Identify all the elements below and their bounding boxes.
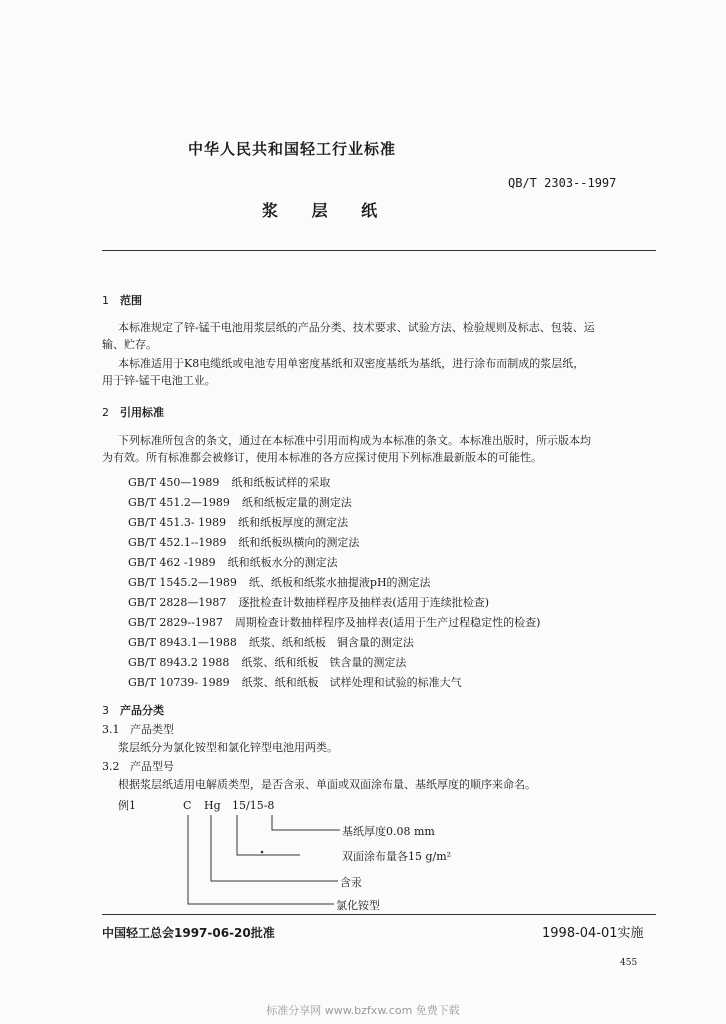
footer-rule <box>102 914 656 915</box>
note-type: 氯化铵型 <box>336 899 380 912</box>
issuing-body: 中华人民共和国轻工行业标准 <box>188 140 397 158</box>
paragraph-line: 本标准适用于K8电缆纸或电池专用单密度基纸和双密度基纸为基纸，进行涂布而制成的浆层纸， <box>118 357 585 370</box>
watermark: 标准分享网 www.bzfxw.com 免费下载 <box>266 1004 460 1017</box>
leader-line-type <box>188 815 334 904</box>
reference-name: 纸和纸板纵横向的测定法 <box>238 536 360 549</box>
implementation-date: 1998-04-01实施 <box>542 926 644 941</box>
reference-name: 纸浆、纸和纸板 铜含量的测定法 <box>248 636 414 649</box>
reference-code: GB/T 462 -1989 <box>128 556 216 569</box>
reference-name: 纸浆、纸和纸板 试样处理和试验的标准大气 <box>241 676 462 689</box>
example-code-c: C <box>183 799 192 812</box>
reference-code: GB/T 10739- 1989 <box>128 676 230 689</box>
section-title: 范围 <box>120 294 142 307</box>
leader-line-mercury <box>211 815 338 881</box>
reference-name: 纸和纸板厚度的测定法 <box>238 516 349 529</box>
reference-code: GB/T 8943.1—1988 <box>128 636 237 649</box>
section-title: 产品分类 <box>120 704 164 717</box>
subsection-title: 产品类型 <box>130 723 174 736</box>
reference-code: GB/T 8943.2 1988 <box>128 656 230 669</box>
reference-name: 逐批检查计数抽样程序及抽样表(适用于连续批检查) <box>238 596 489 609</box>
section-number: 1 <box>102 294 109 307</box>
reference-name: 纸和纸板试样的采取 <box>231 476 331 489</box>
paragraph-line: 本标准规定了锌-锰干电池用浆层纸的产品分类、技术要求、试验方法、检验规则及标志、包装、运 <box>118 321 595 334</box>
leader-line-coating <box>237 815 300 855</box>
standard-code: QB/T 2303--1997 <box>508 176 617 190</box>
reference-name: 纸浆、纸和纸板 铁含量的测定法 <box>241 656 407 669</box>
reference-code: GB/T 1545.2—1989 <box>128 576 237 589</box>
reference-name: 纸和纸板水分的测定法 <box>227 556 338 569</box>
leader-dot <box>261 851 264 854</box>
paragraph-line: 输、贮存。 <box>102 338 157 351</box>
note-mercury: 含汞 <box>340 876 362 889</box>
reference-name: 纸、纸板和纸浆水抽提液pH的测定法 <box>248 576 431 589</box>
subsection-number: 3.2 <box>102 760 120 773</box>
note-base-thickness: 基纸厚度0.08 mm <box>342 825 435 838</box>
section-number: 2 <box>102 406 109 419</box>
reference-code: GB/T 451.2—1989 <box>128 496 230 509</box>
paragraph-line: 下列标准所包含的条文，通过在本标准中引用而构成为本标准的条文。本标准出版时，所示版本均 <box>118 434 591 447</box>
approval-date: 中国轻工总会1997-06-20批准 <box>102 926 275 940</box>
reference-name: 周期检查计数抽样程序及抽样表(适用于生产过程稳定性的检查) <box>234 616 541 629</box>
example-code-hg: Hg <box>204 799 221 812</box>
reference-name: 纸和纸板定量的测定法 <box>241 496 352 509</box>
example-label: 例1 <box>118 799 136 812</box>
page-number: 455 <box>620 958 638 968</box>
paragraph-line: 浆层纸分为氯化铵型和氯化锌型电池用两类。 <box>118 741 338 754</box>
reference-code: GB/T 2828—1987 <box>128 596 227 609</box>
reference-code: GB/T 2829--1987 <box>128 616 223 629</box>
section-number: 3 <box>102 704 109 717</box>
document-title: 浆 层 纸 <box>262 201 392 220</box>
paragraph-line: 用于锌-锰干电池工业。 <box>102 374 216 387</box>
example-code-spec: 15/15-8 <box>232 799 275 812</box>
section-title: 引用标准 <box>120 406 164 419</box>
reference-code: GB/T 450—1989 <box>128 476 220 489</box>
reference-code: GB/T 452.1--1989 <box>128 536 227 549</box>
leader-line-thickness <box>272 815 340 830</box>
paragraph-line: 为有效。所有标准都会被修订，使用本标准的各方应探讨使用下列标准最新版本的可能性。 <box>102 451 542 464</box>
subsection-number: 3.1 <box>102 723 120 736</box>
note-coating-amount: 双面涂布量各15 g/m² <box>342 850 452 863</box>
subsection-title: 产品型号 <box>130 760 174 773</box>
paragraph-line: 根据浆层纸适用电解质类型，是否含汞、单面或双面涂布量、基纸厚度的顺序来命名。 <box>118 778 536 791</box>
reference-code: GB/T 451.3- 1989 <box>128 516 227 529</box>
